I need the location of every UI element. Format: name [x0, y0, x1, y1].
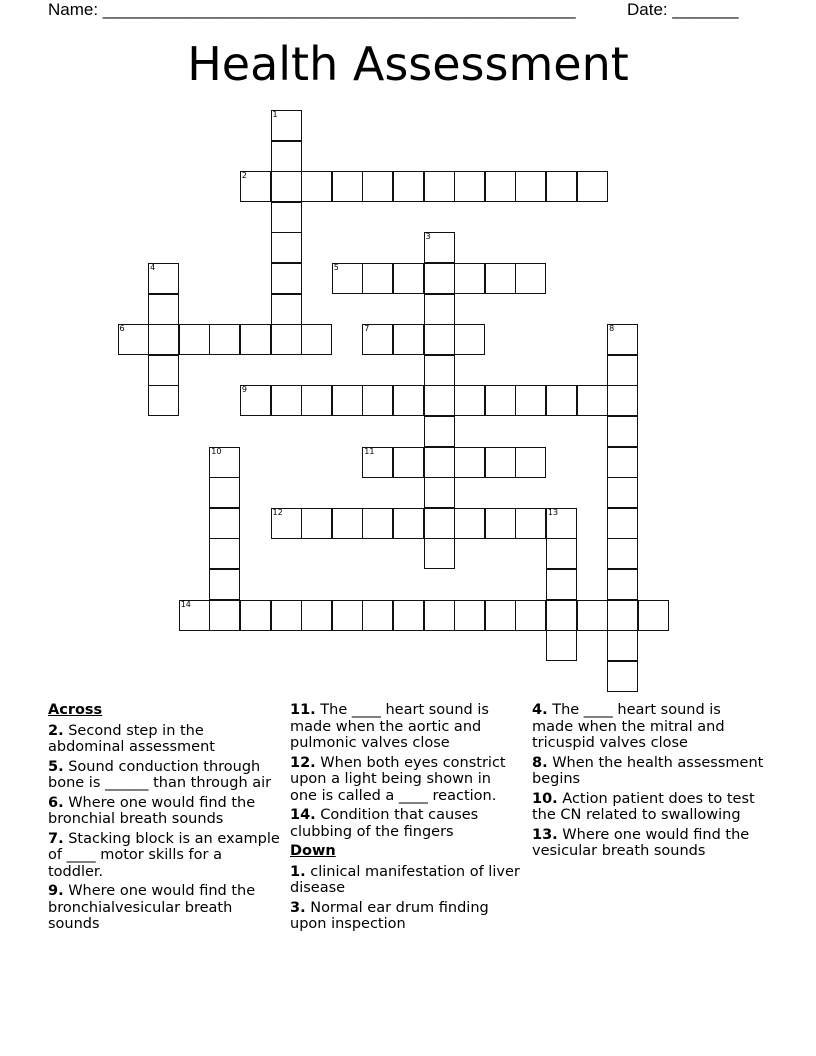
- grid-cell[interactable]: [240, 600, 271, 631]
- grid-cell[interactable]: [332, 171, 363, 202]
- date-field[interactable]: [627, 0, 739, 20]
- grid-cell[interactable]: [546, 569, 577, 600]
- grid-cell[interactable]: [607, 447, 638, 478]
- grid-cell[interactable]: [454, 600, 485, 631]
- name-label: Name:: [48, 0, 99, 19]
- grid-cell[interactable]: [393, 600, 424, 631]
- grid-cell[interactable]: [362, 385, 393, 416]
- clue-across-6: 6. Where one would find the bronchial breath sounds: [48, 794, 256, 827]
- name-blank: __________________________________________________: [102, 0, 576, 19]
- grid-cell[interactable]: [393, 263, 424, 294]
- clue-number: 7: [364, 324, 370, 334]
- grid-cell[interactable]: [607, 324, 638, 355]
- grid-cell[interactable]: [209, 324, 240, 355]
- grid-cell[interactable]: [393, 447, 424, 478]
- grid-cell[interactable]: [301, 324, 332, 355]
- grid-cell[interactable]: [148, 294, 179, 325]
- grid-cell[interactable]: [209, 508, 240, 539]
- grid-cell[interactable]: [271, 263, 302, 294]
- grid-cell[interactable]: [148, 385, 179, 416]
- grid-cell[interactable]: [424, 416, 455, 447]
- grid-cell[interactable]: [332, 508, 363, 539]
- grid-cell[interactable]: [271, 202, 302, 233]
- clue-number: 11: [364, 446, 375, 456]
- grid-cell[interactable]: [271, 171, 302, 202]
- grid-cell[interactable]: [271, 294, 302, 325]
- grid-cell[interactable]: [240, 385, 271, 416]
- grid-cell[interactable]: [515, 263, 546, 294]
- grid-cell[interactable]: [424, 294, 455, 325]
- grid-cell[interactable]: [607, 355, 638, 386]
- grid-cell[interactable]: [607, 477, 638, 508]
- grid-cell[interactable]: [546, 508, 577, 539]
- down-heading: Down: [290, 843, 336, 859]
- clue-across-12: 12. When both eyes constrict upon a light being shown in one is called a ____ reaction.: [290, 754, 506, 804]
- grid-cell[interactable]: [607, 538, 638, 569]
- grid-cell[interactable]: [485, 385, 516, 416]
- clue-number: 14: [180, 599, 191, 609]
- grid-cell[interactable]: [454, 171, 485, 202]
- grid-cell[interactable]: [607, 569, 638, 600]
- grid-cell[interactable]: [393, 508, 424, 539]
- clue-down-1: 1. clinical manifestation of liver disease: [290, 863, 520, 896]
- clue-number: 6: [119, 324, 125, 334]
- grid-cell[interactable]: [546, 630, 577, 661]
- clue-across-14: 14. Condition that causes clubbing of the fingers: [290, 807, 479, 840]
- page-title: Health Assessment: [187, 37, 629, 91]
- grid-cell[interactable]: [546, 538, 577, 569]
- grid-cell[interactable]: [362, 324, 393, 355]
- clue-down-8: 8. When the health assessment begins: [532, 754, 764, 787]
- grid-cell[interactable]: [454, 263, 485, 294]
- grid-cell[interactable]: [485, 508, 516, 539]
- grid-cell[interactable]: [515, 171, 546, 202]
- date-label: Date:: [627, 0, 668, 19]
- header-line: [48, 0, 768, 22]
- clue-down-3: 3. Normal ear drum finding upon inspection: [290, 899, 489, 932]
- grid-cell[interactable]: [148, 324, 179, 355]
- clue-across-7: 7. Stacking block is an example of ____ motor skills for a toddler.: [48, 830, 280, 880]
- grid-cell[interactable]: [240, 171, 271, 202]
- grid-cell[interactable]: [148, 263, 179, 294]
- grid-cell[interactable]: [271, 232, 302, 263]
- grid-cell[interactable]: [424, 232, 455, 263]
- grid-cell[interactable]: [577, 600, 608, 631]
- clue-number: 9: [241, 385, 247, 395]
- grid-cell[interactable]: [454, 508, 485, 539]
- clue-across-9: 9. Where one would find the bronchialvesicular breath sounds: [48, 883, 256, 932]
- grid-cell[interactable]: [362, 600, 393, 631]
- grid-cell[interactable]: [209, 447, 240, 478]
- grid-cell[interactable]: [485, 171, 516, 202]
- grid-cell[interactable]: [271, 385, 302, 416]
- grid-cell[interactable]: [515, 508, 546, 539]
- clue-number: 1: [272, 110, 278, 119]
- grid-cell[interactable]: [179, 600, 210, 631]
- grid-cell[interactable]: [271, 110, 302, 141]
- grid-cell[interactable]: [424, 600, 455, 631]
- grid-cell[interactable]: [209, 600, 240, 631]
- grid-cell[interactable]: [424, 477, 455, 508]
- grid-cell[interactable]: [271, 324, 302, 355]
- grid-cell[interactable]: [271, 600, 302, 631]
- grid-cell[interactable]: [424, 355, 455, 386]
- clue-across-2: 2. Second step in the abdominal assessment: [48, 722, 215, 755]
- grid-cell[interactable]: [424, 385, 455, 416]
- clue-number: 13: [547, 507, 559, 517]
- grid-cell[interactable]: [485, 600, 516, 631]
- across-heading: Across: [48, 702, 103, 718]
- grid-cell[interactable]: [607, 661, 638, 692]
- grid-cell[interactable]: [546, 171, 577, 202]
- grid-cell[interactable]: [607, 508, 638, 539]
- grid-cell[interactable]: [332, 263, 363, 294]
- clue-column-1: [48, 702, 280, 936]
- clue-across-11: 11. The ____ heart sound is made when the aortic and pulmonic valves close: [290, 702, 489, 751]
- grid-cell[interactable]: [271, 141, 302, 172]
- grid-cell[interactable]: [454, 385, 485, 416]
- name-field[interactable]: [48, 0, 576, 20]
- grid-cell[interactable]: [362, 171, 393, 202]
- grid-cell[interactable]: [209, 477, 240, 508]
- grid-cell[interactable]: [577, 171, 608, 202]
- grid-cell[interactable]: [301, 171, 332, 202]
- grid-cell[interactable]: [362, 447, 393, 478]
- clue-number: 10: [211, 446, 222, 456]
- grid-cell[interactable]: [332, 600, 363, 631]
- grid-cell[interactable]: [301, 600, 332, 631]
- grid-cell[interactable]: [638, 600, 669, 631]
- clue-number: 4: [150, 263, 156, 272]
- clue-number: 12: [272, 507, 283, 517]
- grid-cell[interactable]: [424, 538, 455, 569]
- grid-cell[interactable]: [424, 447, 455, 478]
- grid-cell[interactable]: [424, 324, 455, 355]
- grid-cell[interactable]: [148, 355, 179, 386]
- grid-cell[interactable]: [515, 600, 546, 631]
- grid-cell[interactable]: [485, 447, 516, 478]
- clue-number: 3: [425, 232, 431, 242]
- grid-cell[interactable]: [546, 385, 577, 416]
- grid-cell[interactable]: [301, 508, 332, 539]
- grid-cell[interactable]: [393, 385, 424, 416]
- grid-cell[interactable]: [607, 600, 638, 631]
- grid-cell[interactable]: [424, 171, 455, 202]
- clue-number: 8: [609, 324, 615, 334]
- grid-cell[interactable]: [454, 324, 485, 355]
- grid-cell[interactable]: [577, 385, 608, 416]
- clue-number: 5: [333, 263, 339, 272]
- grid-cell[interactable]: [485, 263, 516, 294]
- grid-cell[interactable]: [607, 385, 638, 416]
- grid-cell[interactable]: [332, 385, 363, 416]
- grid-cell[interactable]: [240, 324, 271, 355]
- grid-cell[interactable]: [301, 385, 332, 416]
- grid-cell[interactable]: [179, 324, 210, 355]
- grid-cell[interactable]: [515, 447, 546, 478]
- grid-cell[interactable]: [362, 263, 393, 294]
- clue-down-13: 13. Where one would find the vesicular breath sounds: [532, 826, 750, 859]
- grid-cell[interactable]: [209, 569, 240, 600]
- grid-cell[interactable]: [362, 508, 393, 539]
- clue-down-10: 10. Action patient does to test the CN related to swallowing: [532, 790, 755, 823]
- grid-cell[interactable]: [546, 600, 577, 631]
- grid-cell[interactable]: [607, 416, 638, 447]
- grid-cell[interactable]: [271, 508, 302, 539]
- date-blank: _______: [672, 0, 739, 19]
- clue-down-4: 4. The ____ heart sound is made when the mitral and tricuspid valves close: [532, 702, 725, 751]
- clue-column-2: [290, 702, 522, 936]
- clue-column-3: [532, 702, 764, 863]
- grid-cell[interactable]: [515, 385, 546, 416]
- grid-cell[interactable]: [209, 538, 240, 569]
- grid-cell[interactable]: [118, 324, 149, 355]
- grid-cell[interactable]: [607, 630, 638, 661]
- clue-across-5: 5. Sound conduction through bone is ______ than through air: [48, 758, 272, 791]
- grid-cell[interactable]: [424, 508, 455, 539]
- grid-cell[interactable]: [393, 324, 424, 355]
- clue-number: 2: [241, 171, 247, 181]
- grid-cell[interactable]: [424, 263, 455, 294]
- grid-cell[interactable]: [454, 447, 485, 478]
- grid-cell[interactable]: [393, 171, 424, 202]
